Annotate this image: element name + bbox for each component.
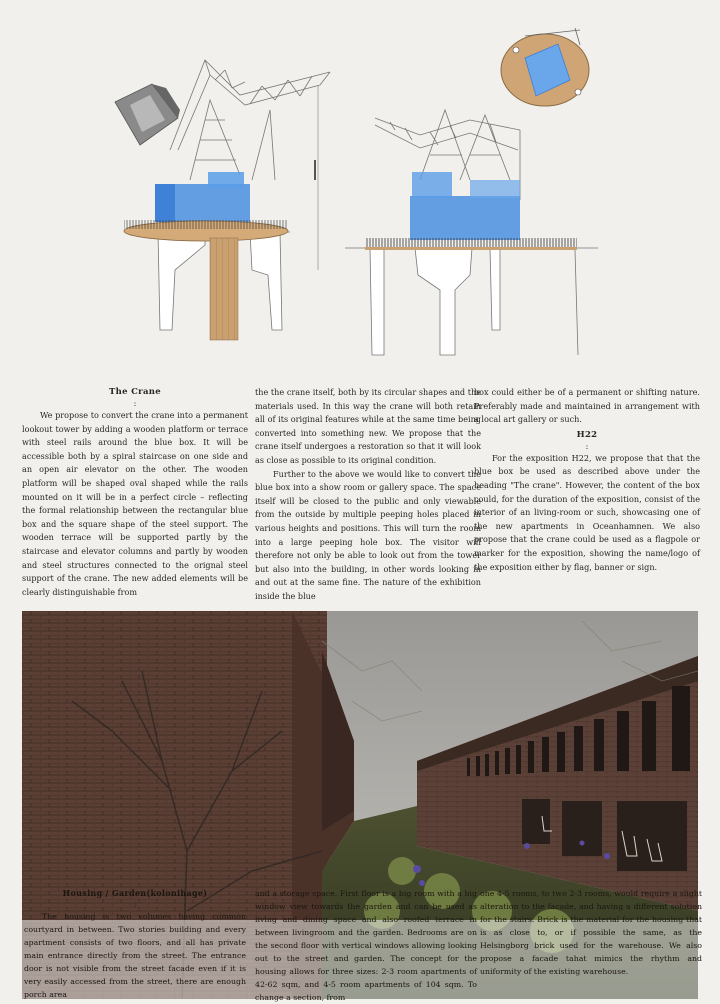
h22-heading-separator: : xyxy=(585,441,589,451)
crane-paragraph-1: We propose to convert the crane into a permanent lookout tower by adding a wooden platform or terrace with steel rails around the blue box. It will be accessible both by a spiral staircase on one side and an open air elevator on the other. The wooden platform will be shaped oval shaped while the rails mounted on it will be in a perfect circle – reflecting the formal relationship between the rectangular blue box and the square shape of the steel support. The wooden terrace will be supported partly by the staircase and elevator columns and partly by wooden and steel structures connected to the orignal steel support of the crane. The new added elements will be clearly distinguishable from xyxy=(22,410,248,597)
housing-heading-separator: : xyxy=(133,900,137,909)
text-column-1 xyxy=(22,386,248,599)
crane-illustrations xyxy=(0,0,720,380)
crane-drawing-svg xyxy=(0,0,720,380)
housing-text-column-2 xyxy=(255,887,477,1004)
left-crane-bucket xyxy=(115,84,180,145)
left-crane-wooden-terrace xyxy=(124,220,288,340)
housing-text-column-1 xyxy=(24,887,246,1001)
crane-paragraph-4: box could either be of a permanent or shifting nature. Preferably made and maintained in arrangement with a local art gallery or such. xyxy=(474,387,700,425)
text-column-3 xyxy=(474,386,700,574)
housing-text-column-3 xyxy=(480,887,702,978)
text-column-2 xyxy=(255,386,481,604)
crane-paragraph-2: the the crane itself, both by its circular shapes and the materials used. In this way the crane will both retain all of its original features while at the same time being converted into something new. We propose that the crane itself undergoes a restoration so that it will look as close as possible to its original condition. xyxy=(255,387,481,465)
right-crane-platform xyxy=(365,238,577,250)
housing-heading: Housing / Garden(kolonihage) xyxy=(62,888,208,898)
crane-heading: The Crane xyxy=(109,387,161,397)
housing-paragraph-3: one 4-5 rooms, to two 2-3 rooms, would require a slight alteration to the facade, and having a different solution for the stairs. Brick is the material for the housing that is as close to, or if possible the same, as the Helsingborg brick used for the warehouse. We also propose a facade tahat mimics the rhythm and uniformity of the existing warehouse. xyxy=(480,889,702,976)
crane-paragraph-3: Further to the above we would like to convert the blue box into a show room or gallery space. The space itself will be closed to the public and only viewable from the outside by multiple peeping holes placed in various heights and positions. This will turn the room into a large peeping hole box. The visitor will therefore not only be able to look out from the tower but also into the building, in other words looking in and out at the same fine. The nature of the exhibition inside the blue xyxy=(255,468,481,601)
housing-paragraph-2: and a storage space. First floor is a big room with a big window view towards the garden and can be used as living and dining space and also roofed terrace in between livingroom and the garden. Bedrooms are on the second floor with vertical windows allowing looking out to the street and garden. The concept for the housing allows for three sizes: 2-3 room apartments of 42-62 sqm, and 4-5 room apartments of 104 sqm. To change a section, from xyxy=(255,889,477,1002)
crane-heading-separator: : xyxy=(133,399,137,408)
right-crane-blue-box xyxy=(410,172,520,240)
housing-paragraph-1: The housing is two volumes having common courtyard in between. Two stories building and every apartment consists of two floors, and all has private main entrance directly from the street. The entrance door is not visible from the street facade even if it is very easily accessed from the street, there are enough porch area xyxy=(24,912,246,999)
plan-view-oval xyxy=(501,28,589,106)
h22-heading: H22 xyxy=(576,429,598,440)
h22-paragraph: For the exposition H22, we propose that that the blue box be used as described above under the heading "The crane". However, the content of the box could, for the duration of the exposition, consist of the interior of an living-room or such, showcasing one of the new apartments in Oceanhamnen. We also propose that the crane could be used as a flagpole or marker for the exposition, showing the name/logo of the exposition either by flag, banner or sign. xyxy=(474,452,700,572)
left-crane-blue-box xyxy=(155,172,250,222)
crane-text-section xyxy=(0,386,720,606)
